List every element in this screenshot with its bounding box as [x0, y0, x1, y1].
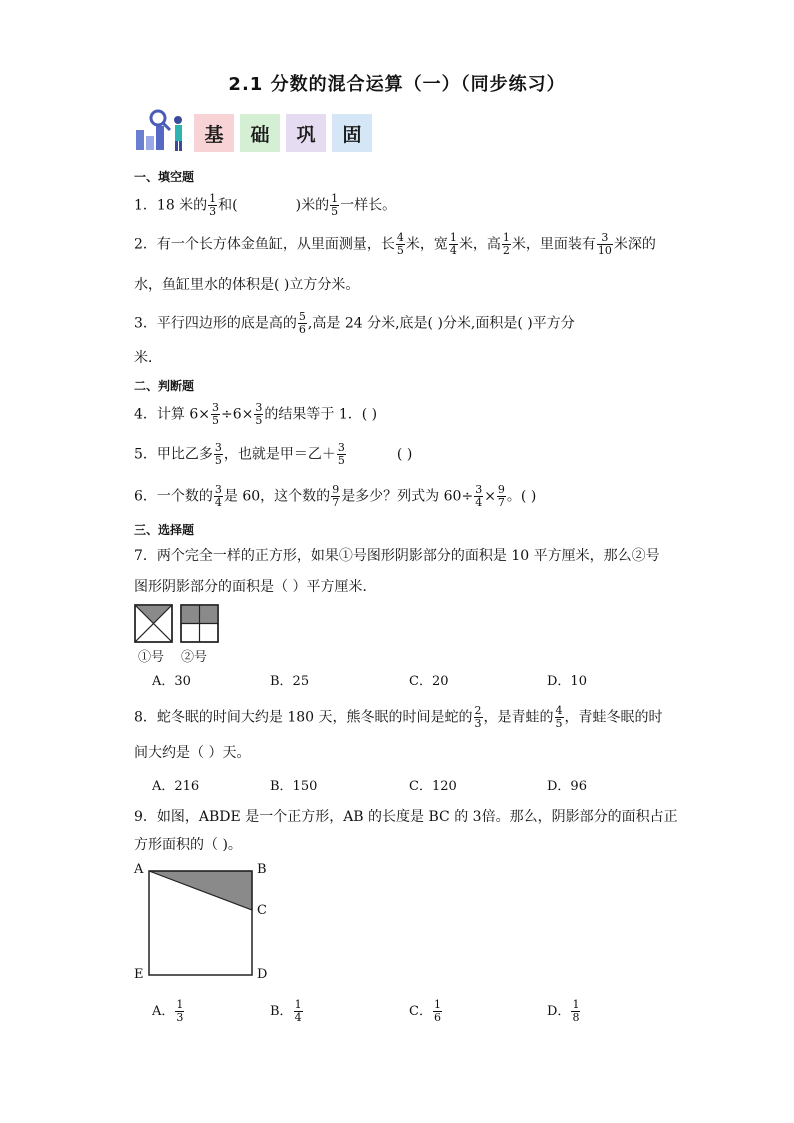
q6-text: 是 60，这个数的	[223, 488, 331, 505]
fraction: $\frac{1}{4}$	[294, 998, 302, 1024]
question-8	[134, 705, 663, 730]
option-d[interactable]: D． $\frac{1}{8}$	[547, 998, 580, 1024]
banner-tile: 固	[332, 114, 372, 152]
banner-tile: 础	[240, 114, 280, 152]
fraction: $\frac{1}{3}$	[209, 192, 217, 218]
q8-options	[152, 775, 652, 793]
q2-text: 2．有一个长方体金鱼缸，从里面测量，长	[134, 236, 395, 253]
point-label-a: A	[134, 862, 144, 877]
point-label-b: B	[257, 862, 267, 877]
option-d[interactable]: D．10	[547, 674, 587, 689]
fraction: $\frac{4}{5}$	[555, 704, 563, 730]
question-7: 7．两个完全一样的正方形，如果①号图形阴影部分的面积是 10 平方厘米，那么②号	[134, 548, 660, 564]
option-b[interactable]: B．150	[270, 779, 318, 794]
fraction: $\frac{3}{5}$	[214, 441, 222, 467]
q2-text: 米，宽	[405, 236, 448, 253]
q1-text: 和(	[218, 197, 238, 214]
banner-tile: 基	[194, 114, 234, 152]
point-label-d: D	[257, 967, 268, 982]
q5-text: 5．甲比乙多	[134, 446, 213, 463]
fraction: $\frac{4}{5}$	[396, 231, 404, 257]
q3-text: 3．平行四边形的底是高的	[134, 315, 297, 332]
option-a[interactable]: A．216	[152, 779, 200, 794]
square-figures	[134, 604, 224, 644]
banner-tile: 巩	[286, 114, 326, 152]
option-d[interactable]: D．96	[547, 779, 587, 794]
q2-text: 米，里面装有	[511, 236, 596, 253]
fraction: $\frac{1}{2}$	[502, 231, 510, 257]
q8-text: ，是青蛙的	[483, 709, 554, 726]
q7-options	[152, 670, 652, 688]
fraction: $\frac{1}{5}$	[331, 192, 339, 218]
fraction: $\frac{3}{10}$	[597, 231, 612, 257]
q1-text: )米的	[295, 197, 330, 214]
q3-text: ,高是 24 分米,底是( )分米,面积是( )平方分	[307, 315, 575, 332]
fraction: $\frac{1}{8}$	[572, 998, 580, 1024]
q2-text: 米深的	[613, 236, 656, 253]
section-heading: 三、选择题	[134, 523, 195, 537]
figure-caption: ②号	[181, 650, 208, 665]
question-4	[134, 402, 377, 427]
option-c[interactable]: C． $\frac{1}{6}$	[409, 998, 441, 1024]
fraction: $\frac{1}{4}$	[449, 231, 457, 257]
question-5	[134, 442, 412, 467]
q8-text: ，青蛙冬眠的时	[564, 709, 663, 726]
q5-text: ( )	[396, 446, 413, 463]
q1-text: 一样长。	[340, 197, 397, 214]
question-9-line-2: 方形面积的（ )。	[134, 837, 242, 853]
section-heading: 二、判断题	[134, 379, 195, 393]
study-illustration-icon	[134, 108, 194, 158]
q4-text: ÷6×	[221, 406, 254, 423]
fraction: $\frac{9}{7}$	[332, 483, 340, 509]
fraction: $\frac{9}{7}$	[497, 483, 505, 509]
q2-text: 米，高	[458, 236, 501, 253]
option-b[interactable]: B． $\frac{1}{4}$	[270, 998, 302, 1024]
q1-text: 1．18 米的	[134, 197, 208, 214]
option-c[interactable]: C．120	[409, 779, 457, 794]
fraction: $\frac{1}{6}$	[433, 998, 441, 1024]
fraction: $\frac{3}{4}$	[475, 483, 483, 509]
q6-text: ×	[484, 488, 496, 505]
fraction: $\frac{3}{4}$	[214, 483, 222, 509]
question-1	[134, 193, 396, 218]
question-2-line-2: 水，鱼缸里水的体积是( )立方分米。	[134, 277, 360, 293]
fraction: $\frac{3}{5}$	[212, 401, 219, 427]
option-a[interactable]: A．30	[152, 674, 191, 689]
page-title: 2.1 分数的混合运算（一）（同步练习）	[228, 74, 566, 95]
option-c[interactable]: C．20	[409, 674, 449, 689]
q4-text: 4．计算 6×	[134, 406, 210, 423]
question-8-line-2: 间大约是（ ）天。	[134, 745, 251, 761]
q6-text: 。( )	[506, 488, 537, 505]
fraction: $\frac{1}{3}$	[176, 998, 184, 1024]
fraction: $\frac{3}{5}$	[255, 401, 263, 427]
point-label-c: C	[257, 903, 267, 918]
section-heading: 一、填空题	[134, 170, 195, 184]
q4-text: 的结果等于 1．( )	[264, 406, 378, 423]
option-b[interactable]: B．25	[270, 674, 310, 689]
q9-options	[152, 993, 652, 1027]
question-2	[134, 232, 656, 257]
q8-text: 8．蛇冬眠的时间大约是 180 天，熊冬眠的时间是蛇的	[134, 709, 473, 726]
q5-text: ，也就是甲＝乙＋	[223, 446, 336, 463]
question-7-line-2: 图形阴影部分的面积是（ ）平方厘米．	[134, 579, 377, 595]
q6-text: 6．一个数的	[134, 488, 213, 505]
question-3	[134, 311, 575, 336]
fraction: $\frac{3}{5}$	[337, 441, 345, 467]
question-3-line-2: 米．	[134, 350, 162, 366]
square-diagram	[148, 870, 258, 980]
q6-text: 是多少？列式为 60÷	[341, 488, 474, 505]
option-a[interactable]: A． $\frac{1}{3}$	[152, 998, 184, 1024]
fraction: $\frac{5}{6}$	[298, 310, 306, 336]
question-9: 9．如图，ABDE 是一个正方形，AB 的长度是 BC 的 3倍。那么，阴影部分的面积占正	[134, 809, 678, 825]
fraction: $\frac{2}{3}$	[474, 704, 482, 730]
figure-caption: ①号	[138, 650, 165, 665]
question-6	[134, 484, 536, 509]
section-banner	[134, 108, 384, 158]
point-label-e: E	[134, 967, 144, 982]
